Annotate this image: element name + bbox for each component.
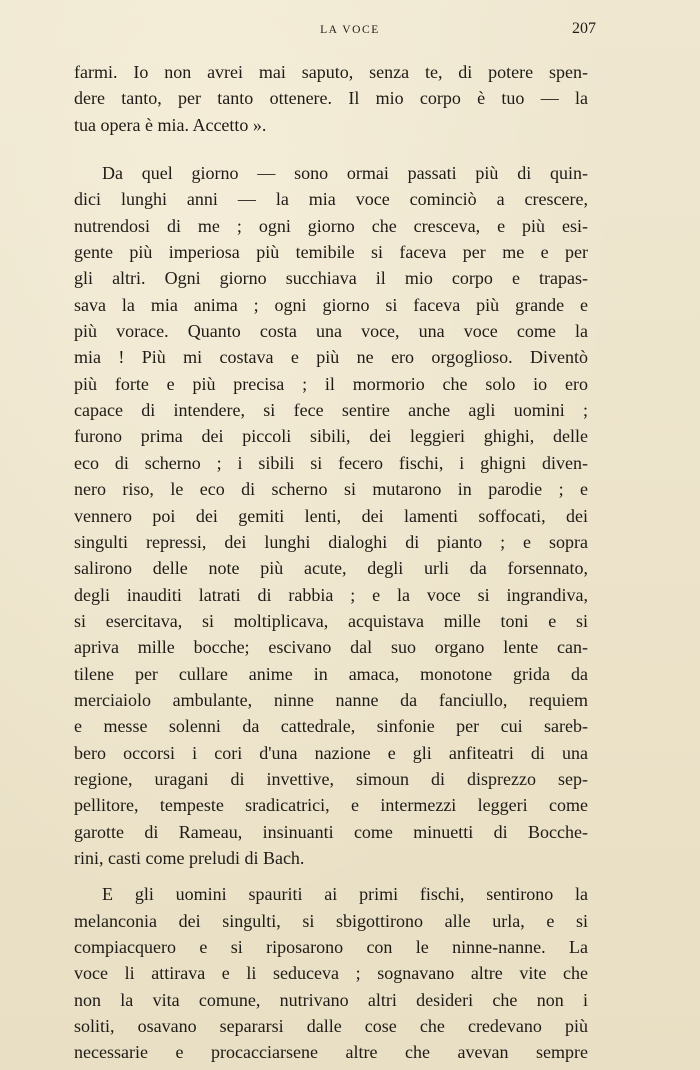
text-line: compiacquero e si riposarono con le ninne-nanne. La — [74, 937, 588, 957]
text-line: garotte di Rameau, insinuanti come minuetti di Bocche- — [74, 821, 588, 842]
text-line: furono prima dei piccoli sibili, dei leggieri ghighi, delle — [74, 426, 588, 447]
text-line: melanconia dei singulti, si sbigottirono alle urla, e si — [74, 910, 588, 931]
running-title: LA VOCE — [320, 24, 380, 36]
text-line: farmi. Io non avrei mai saputo, senza te, di potere spen- — [74, 62, 588, 82]
running-head — [0, 20, 700, 42]
text-line: vennero poi dei gemiti lenti, dei lamenti soffocati, dei — [74, 505, 588, 526]
paragraph-gap — [74, 138, 588, 160]
text-line: dici lunghi anni — la mia voce cominciò a crescere, — [74, 189, 588, 210]
text-line: più vorace. Quanto costa una voce, una voce come la — [74, 321, 588, 342]
text-line: bero occorsi i cori d'una nazione e gli anfiteatri di una — [74, 742, 588, 763]
text-line: non la vita comune, nutrivano altri desideri che non i — [74, 989, 588, 1010]
text-line: tilene per cullare anime in amaca, monotone grida da — [74, 663, 588, 684]
text-line: nero riso, le eco di scherno si mutarono in parodie ; e — [74, 479, 588, 500]
text-line: nutrendosi di me ; ogni giorno che cresceva, e più esi- — [74, 215, 588, 236]
text-line: capace di intendere, si fece sentire anche agli uomini ; — [74, 400, 588, 421]
page-number: 207 — [572, 20, 596, 37]
text-line: voce li attirava e li seduceva ; sognavano altre vite che — [74, 963, 588, 984]
paragraph — [74, 59, 588, 138]
paragraph — [74, 160, 588, 871]
text-line: rini, casti come preludi di Bach. — [74, 847, 305, 868]
body-text — [74, 59, 588, 1066]
text-line: apriva mille bocche; escivano dal suo organo lente can- — [74, 637, 588, 658]
text-line: gli altri. Ogni giorno succhiava il mio corpo e trapas- — [74, 268, 588, 289]
text-line: singulti repressi, dei lunghi dialoghi di pianto ; e sopra — [74, 531, 588, 552]
text-line: salirono delle note più acute, degli urli da forsennato, — [74, 558, 588, 579]
text-line: merciaiolo ambulante, ninne nanne da fanciullo, requiem — [74, 689, 588, 710]
text-line: eco di scherno ; i sibili si fecero fischi, i ghigni diven- — [74, 452, 588, 473]
text-line: dere tanto, per tanto ottenere. Il mio corpo è tuo — la — [74, 88, 588, 109]
text-line: Da quel giorno — sono ormai passati più di quin- — [102, 163, 588, 184]
text-line: regione, uragani di invettive, simoun di disprezzo sep- — [74, 768, 588, 789]
text-line: E gli uomini spauriti ai primi fischi, sentirono la — [102, 884, 588, 905]
paragraph — [74, 881, 588, 1065]
paragraph-gap — [74, 871, 588, 881]
text-line: soliti, osavano separarsi dalle cose che credevano più — [74, 1016, 588, 1037]
text-line: e messe solenni da cattedrale, sinfonie per cui sareb- — [74, 716, 588, 737]
text-line: necessarie e procacciarsene altre che avevan sempre — [74, 1042, 588, 1063]
text-line: gente più imperiosa più temibile si faceva per me e per — [74, 242, 588, 263]
text-line: sava la mia anima ; ogni giorno si faceva più grande e — [74, 294, 588, 315]
text-line: più forte e più precisa ; il mormorio che solo io ero — [74, 373, 588, 394]
text-line: si esercitava, si moltiplicava, acquistava mille toni e si — [74, 610, 588, 631]
text-line: degli inauditi latrati di rabbia ; e la voce si ingrandiva, — [74, 584, 588, 605]
text-line: pellitore, tempeste sradicatrici, e intermezzi leggeri come — [74, 795, 588, 816]
text-line: mia ! Più mi costava e più ne ero orgoglioso. Diventò — [74, 347, 588, 368]
text-line: tua opera è mia. Accetto ». — [74, 114, 267, 135]
